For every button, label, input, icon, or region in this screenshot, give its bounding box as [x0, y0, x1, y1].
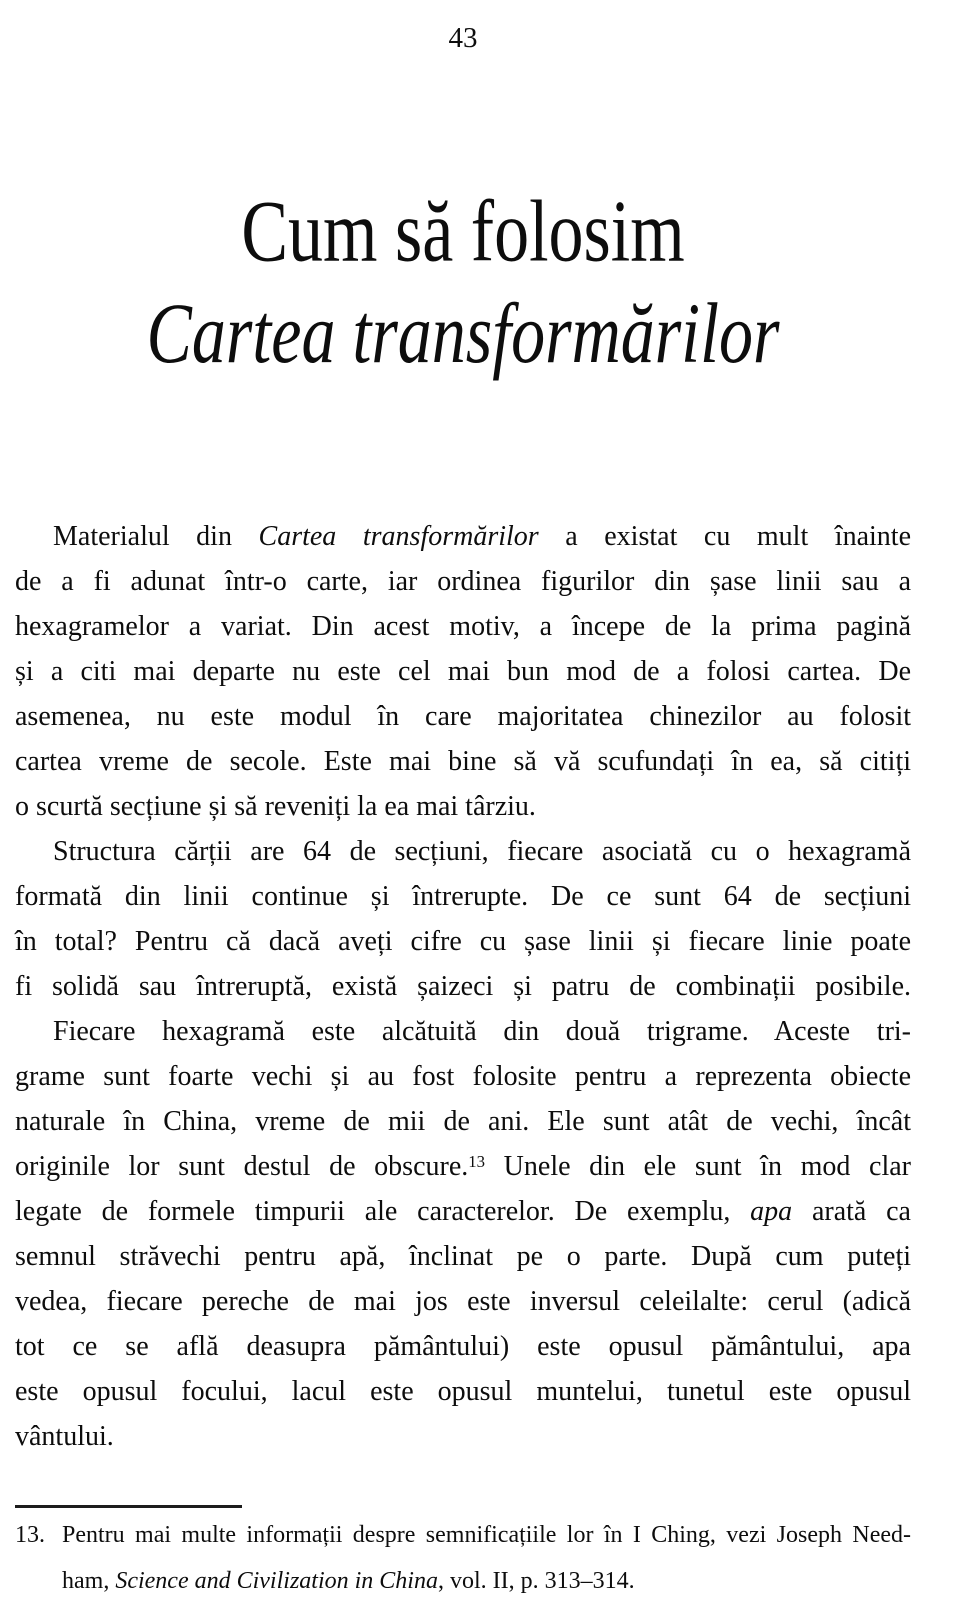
text-line: de a fi adunat într-o carte, iar ordinea figurilor din șase linii sau a [15, 566, 911, 597]
footnote-separator [15, 1505, 242, 1508]
text-line: este opusul focului, lacul este opusul muntelui, tunetul este opusul [15, 1376, 911, 1407]
footnote [15, 1512, 911, 1604]
footnote-number: 13. [15, 1522, 45, 1548]
chapter-title-line1: Cum să folosim [241, 183, 685, 281]
text-line: asemenea, nu este modul în care majoritatea chinezilor au folosit [15, 701, 911, 732]
text-line: originile lor sunt destul de obscure.$^{13}$ Unele din ele sunt în mod clar [15, 1151, 911, 1182]
text-line: ham, Science and Civilization in China, vol. II, p. 313–314. [62, 1568, 635, 1594]
paragraph [15, 829, 911, 1009]
footnote-ref: 13 [468, 1151, 486, 1171]
text-line: formată din linii continue și întrerupte. De ce sunt 64 de secțiuni [15, 881, 911, 912]
text-line: 13. Pentru mai multe informații despre semnificațiile lor în I Ching, vezi Joseph Need- [15, 1512, 911, 1558]
text-line: o scurtă secțiune și să reveniți la ea mai târziu. [15, 791, 536, 822]
chapter-title [15, 183, 911, 383]
text-line: vedea, fiecare pereche de mai jos este inversul celeilalte: cerul (adică [15, 1286, 911, 1317]
body-text [15, 514, 911, 1459]
text-line: în total? Pentru că dacă aveți cifre cu șase linii și fiecare linie poate [15, 926, 911, 957]
text-line: fi solidă sau întreruptă, există șaizeci și patru de combinații posibile. [15, 971, 911, 1002]
text-line: Structura cărții are 64 de secțiuni, fiecare asociată cu o hexagramă [53, 836, 911, 867]
text-line: semnul străvechi pentru apă, înclinat pe o parte. După cum puteți [15, 1241, 911, 1272]
text-line: grame sunt foarte vechi și au fost folosite pentru a reprezenta obiecte [15, 1061, 911, 1092]
italic-text: Cartea transformărilor [258, 521, 539, 552]
italic-text: Science and Civilization in China [115, 1568, 438, 1594]
paragraph [15, 1009, 911, 1459]
text-line: naturale în China, vreme de mii de ani. Ele sunt atât de vechi, încât [15, 1106, 911, 1137]
text-line: Fiecare hexagramă este alcătuită din două trigrame. Aceste tri- [53, 1016, 911, 1047]
italic-text: apa [750, 1196, 793, 1227]
text-line: tot ce se află deasupra pământului) este opusul pământului, apa [15, 1331, 911, 1362]
paragraph [15, 514, 911, 829]
text-line: legate de formele timpurii ale caracterelor. De exemplu, apa arată ca [15, 1196, 911, 1227]
page-number: 43 [448, 22, 478, 54]
text-line: și a citi mai departe nu este cel mai bun mod de a folosi cartea. De [15, 656, 911, 687]
chapter-title-line2: Cartea transformărilor [146, 285, 780, 381]
text-line: hexagramelor a variat. Din acest motiv, a începe de la prima pagină [15, 611, 911, 642]
text-line: vântului. [15, 1421, 114, 1452]
text-line: cartea vreme de secole. Este mai bine să vă scufundați în ea, să citiți [15, 746, 911, 777]
text-line: Materialul din Cartea transformărilor a existat cu mult înainte [53, 521, 911, 552]
